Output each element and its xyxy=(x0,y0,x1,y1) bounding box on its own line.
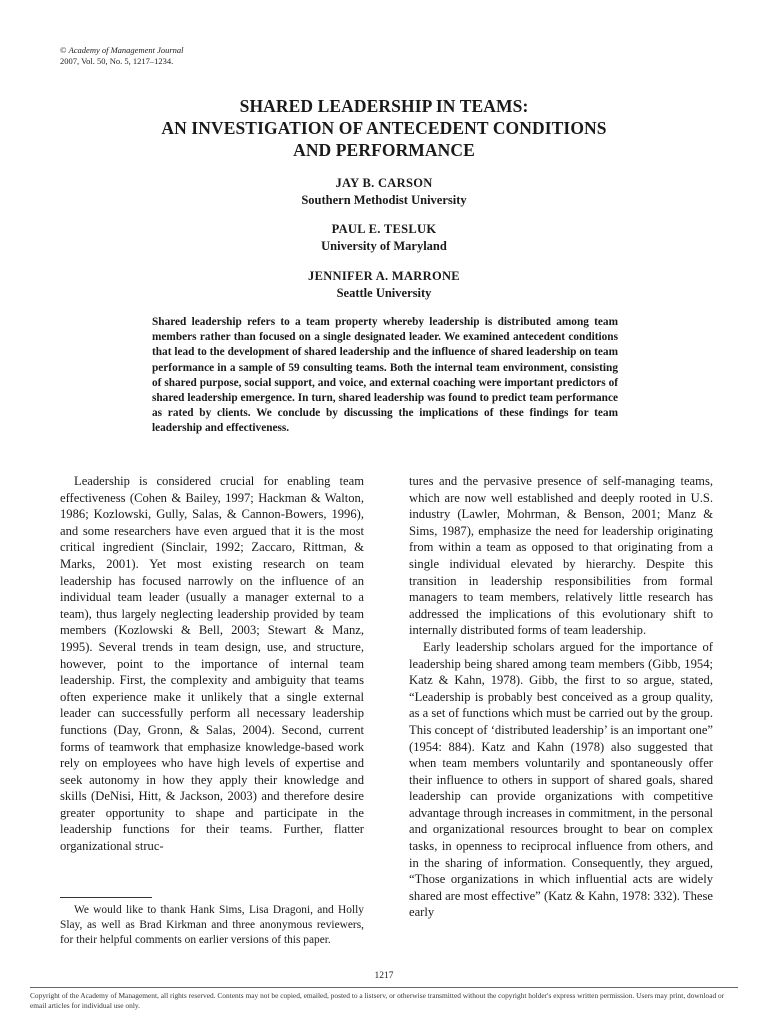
body-paragraph: tures and the pervasive presence of self-managing teams, which are now well established and deeply rooted in U.S. industry (Lawler, Mohrman, & Benson, 2001; Manz & Sims, 1987), emphasize the need for leadership originating from within a team as opposed to that originating from a single individual elevated by hierarchy. Despite this transition in leadership responsibilities from formal managers to team members, relatively little research has addressed the implications of this evolutionary shift to internally distributed forms of team leadership. xyxy=(409,474,713,638)
author-marrone xyxy=(0,268,768,302)
abstract: Shared leadership refers to a team property whereby leadership is distributed among team members rather than focused on a single designated leader. We examined antecedent conditions that lead to the development of shared leadership and the influence of shared leadership on team performance in a sample of 59 consulting teams. Both the internal team environment, consisting of shared purpose, social support, and voice, and external coaching were important predictors of shared leadership emergence. In turn, shared leadership was found to predict team performance as rated by clients. We conclude by discussing the implications of these findings for team leadership and effectiveness. xyxy=(152,316,618,435)
author-name: PAUL E. TESLUK xyxy=(331,222,437,236)
title-line-2: AN INVESTIGATION OF ANTECEDENT CONDITIONS xyxy=(161,118,607,138)
journal-citation: 2007, Vol. 50, No. 5, 1217–1234. xyxy=(60,56,174,66)
author-name: JAY B. CARSON xyxy=(335,176,433,190)
author-affiliation: University of Maryland xyxy=(321,239,447,253)
body-paragraph: Early leadership scholars argued for the importance of leadership being shared among team members (Gibb, 1954; Katz & Kahn, 1978). Gibb, the first to so argue, stated, “Leadership is probably best conceived as a group quality, as a set of functions which must be carried out by the group. This concept of ‘distributed leadership’ is an important one” (1954: 884). Katz and Kahn (1978) also suggested that when team members voluntarily and spontaneously offer their influence to others in support of shared goals, shared leadership can provide organizations with competitive advantage through increases in commitment, in the personal and organizational resources brought to bear on complex tasks, in openness to reciprocal influence from others, and in the sharing of information. Consequently, they argued, “Those organizations in which influential acts are widely shared are most effective” (Katz & Kahn, 1978: 332). These early xyxy=(409,639,713,920)
author-affiliation: Seattle University xyxy=(336,286,432,300)
title-line-1: SHARED LEADERSHIP IN TEAMS: xyxy=(239,96,529,116)
body-paragraph: Leadership is considered crucial for enabling team effectiveness (Cohen & Bailey, 1997; Hackman & Walton, 1986; Kozlowski, Gully, Salas, & Cannon-Bowers, 1996), and some researchers have even argued that it is the most critical ingredient (Sinclair, 1992; Zaccaro, Rittman, & Marks, 2001). Yet most existing research on team leadership has focused narrowly on the influence of an individual team leader (usually a manager external to a team), thus largely neglecting leadership provided by team members (Kozlowski & Bell, 2003; Stewart & Manz, 1995). Several trends in team design, use, and structure, however, point to the importance of internal team leadership. First, the complexity and ambiguity that teams often experience make it unlikely that a single external leader can successfully perform all necessary leadership functions (Day, Gronn, & Salas, 2004). Second, current forms of teamwork that emphasize knowledge-based work rely on employees who have high levels of expertise and seek autonomy in how they apply their knowledge and skills (DeNisi, Hitt, & Jackson, 2003) and therefore desire greater opportunity to shape and participate in the leadership functions for their teams. Further, flatter organizational struc- xyxy=(60,474,364,854)
journal-reference xyxy=(60,45,184,67)
title-line-3: AND PERFORMANCE xyxy=(293,140,475,160)
footnote-divider xyxy=(60,897,152,898)
page-number: 1217 xyxy=(374,971,394,981)
acknowledgment-footnote: We would like to thank Hank Sims, Lisa Dragoni, and Holly Slay, as well as Brad Kirkman and three anonymous reviewers, for their helpful comments on earlier versions of this paper. xyxy=(60,904,364,946)
body-column-left xyxy=(60,473,364,855)
journal-name: Academy of Management Journal xyxy=(68,45,184,55)
copyright-notice: Copyright of the Academy of Management, all rights reserved. Contents may not be copied, emailed, posted to a listserv, or otherwise transmitted without the copyright holder's express written permission. Users may print, download or email articles for individual use only. xyxy=(30,991,725,1010)
author-tesluk xyxy=(0,221,768,255)
journal-name-line: © Academy of Management Journal xyxy=(60,45,184,55)
article-title xyxy=(0,95,768,161)
body-column-right xyxy=(409,473,713,921)
author-name: JENNIFER A. MARRONE xyxy=(308,269,460,283)
author-affiliation: Southern Methodist University xyxy=(301,193,467,207)
author-carson xyxy=(0,175,768,209)
copyright-divider xyxy=(30,987,738,988)
